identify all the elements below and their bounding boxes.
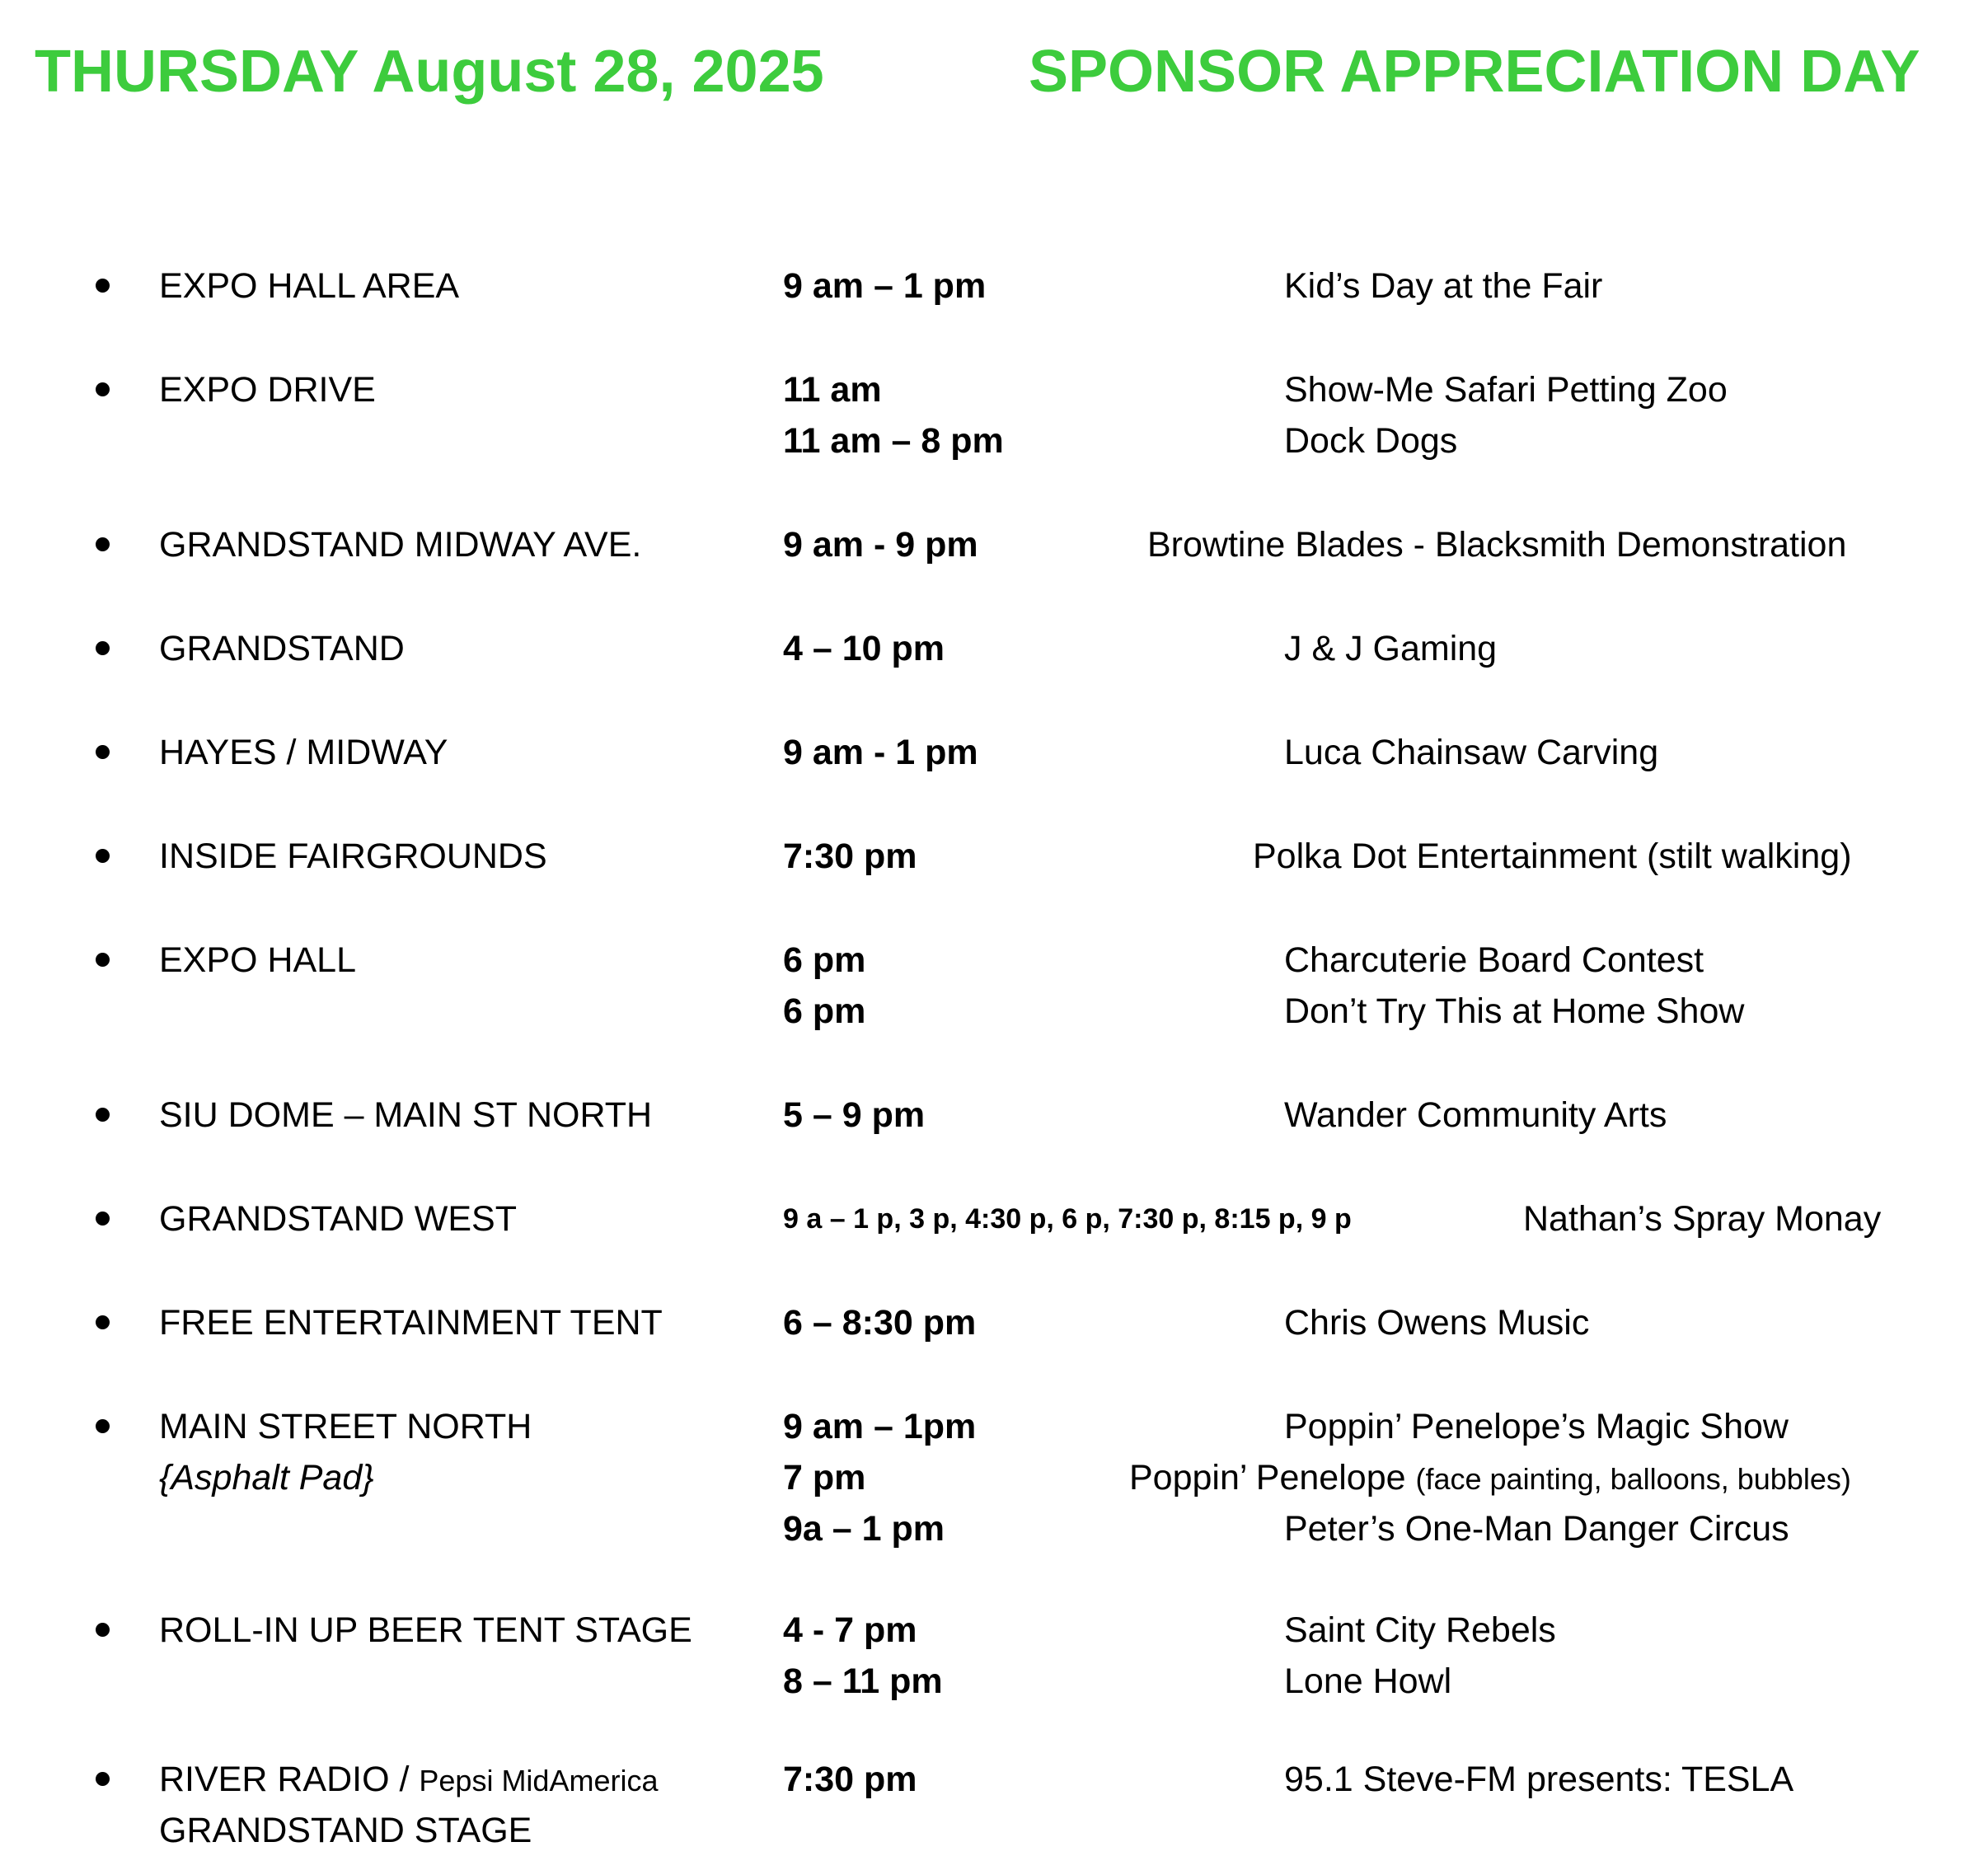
entry-event: Lone Howl [1284, 1661, 1452, 1701]
entry-time: 9 am – 1 pm [783, 266, 987, 306]
schedule-entry [0, 986, 1988, 1037]
schedule-entry [0, 1452, 1988, 1503]
entry-event: Charcuterie Board Contest [1284, 940, 1704, 980]
entry-time: 7:30 pm [783, 837, 917, 876]
entry-time: 7 pm [783, 1458, 866, 1497]
schedule-entry [0, 415, 1988, 466]
schedule-entry [0, 364, 1988, 415]
header-theme: SPONSOR APPRECIATION DAY [1029, 39, 1920, 105]
schedule-entry [0, 1656, 1988, 1707]
entry-event: Nathan’s Spray Monay [1523, 1199, 1882, 1239]
entry-event: Polka Dot Entertainment (stilt walking) [1253, 837, 1852, 876]
location-label: ROLL-IN UP BEER TENT STAGE [159, 1610, 692, 1650]
entry-event-note: (face painting, balloons, bubbles) [1415, 1462, 1851, 1496]
schedule-entry [0, 519, 1988, 570]
schedule-entry [0, 831, 1988, 882]
schedule-entry [0, 935, 1988, 986]
entry-event: Kid’s Day at the Fair [1284, 266, 1603, 306]
entry-time: 11 am [783, 370, 882, 410]
entry-time: 4 - 7 pm [783, 1610, 917, 1650]
schedule-entry [0, 727, 1988, 778]
entry-event: Luca Chainsaw Carving [1284, 733, 1659, 772]
schedule-entry [0, 260, 1988, 312]
location-label: SIU DOME – MAIN ST NORTH [159, 1095, 653, 1135]
entry-time: 6 pm [783, 940, 866, 980]
schedule-entry [0, 623, 1988, 674]
schedule-entry [0, 1605, 1988, 1656]
entry-event: Peter’s One-Man Danger Circus [1284, 1509, 1789, 1549]
entry-time: 9 am - 9 pm [783, 525, 978, 565]
location-label: GRANDSTAND [159, 629, 405, 668]
entry-event: 95.1 Steve-FM presents: TESLA [1284, 1760, 1794, 1799]
schedule-entry [0, 1090, 1988, 1141]
entry-time: 4 – 10 pm [783, 629, 945, 668]
entry-time: 7:30 pm [783, 1760, 917, 1799]
location-label: INSIDE FAIRGROUNDS [159, 837, 547, 876]
location-label: GRANDSTAND WEST [159, 1199, 517, 1239]
schedule-entry [0, 1193, 1988, 1244]
location-label: EXPO DRIVE [159, 370, 376, 410]
schedule-entry [0, 1401, 1988, 1452]
entry-time: 9 am – 1pm [783, 1407, 977, 1446]
location-label: EXPO HALL AREA [159, 266, 460, 306]
location-label: GRANDSTAND MIDWAY AVE. [159, 525, 642, 565]
location-sponsor: Pepsi MidAmerica [419, 1764, 659, 1797]
entry-event: Dock Dogs [1284, 421, 1458, 461]
entry-time: 9 a – 1 p, 3 p, 4:30 p, 6 p, 7:30 p, 8:15 p, 9 p [783, 1203, 1352, 1235]
location-label: HAYES / MIDWAY [159, 733, 448, 772]
entry-event: J & J Gaming [1284, 629, 1498, 668]
location-label: MAIN STREET NORTH [159, 1407, 532, 1446]
entry-time: 6 – 8:30 pm [783, 1303, 977, 1343]
entry-time: 8 – 11 pm [783, 1661, 943, 1701]
location-label: FREE ENTERTAINMENT TENT [159, 1303, 663, 1343]
schedule-entry [0, 1503, 1988, 1554]
entry-time: 6 pm [783, 991, 866, 1031]
entry-time: 11 am – 8 pm [783, 421, 1004, 461]
entry-event: Show-Me Safari Petting Zoo [1284, 370, 1728, 410]
schedule-entry [0, 1754, 1988, 1805]
entry-event: Browtine Blades - Blacksmith Demonstration [1147, 525, 1847, 565]
location-label-line2: GRANDSTAND STAGE [159, 1811, 532, 1850]
entry-event: Chris Owens Music [1284, 1303, 1590, 1343]
entry-event-title: Poppin’ Penelope [1129, 1458, 1406, 1497]
entry-event: Wander Community Arts [1284, 1095, 1667, 1135]
location-main: RIVER RADIO / [159, 1760, 420, 1799]
location-label: EXPO HALL [159, 940, 356, 980]
entry-time: 9 am - 1 pm [783, 733, 978, 772]
location-sublabel: {Asphalt Pad} [159, 1458, 374, 1497]
entry-event: Don’t Try This at Home Show [1284, 991, 1745, 1031]
header-date: THURSDAY August 28, 2025 [35, 39, 824, 105]
entry-event: Saint City Rebels [1284, 1610, 1556, 1650]
entry-time: 5 – 9 pm [783, 1095, 926, 1135]
schedule-entry [0, 1297, 1988, 1348]
entry-time: 9a – 1 pm [783, 1509, 945, 1549]
entry-event: Poppin’ Penelope’s Magic Show [1284, 1407, 1789, 1446]
entry-event [1129, 1452, 1851, 1505]
